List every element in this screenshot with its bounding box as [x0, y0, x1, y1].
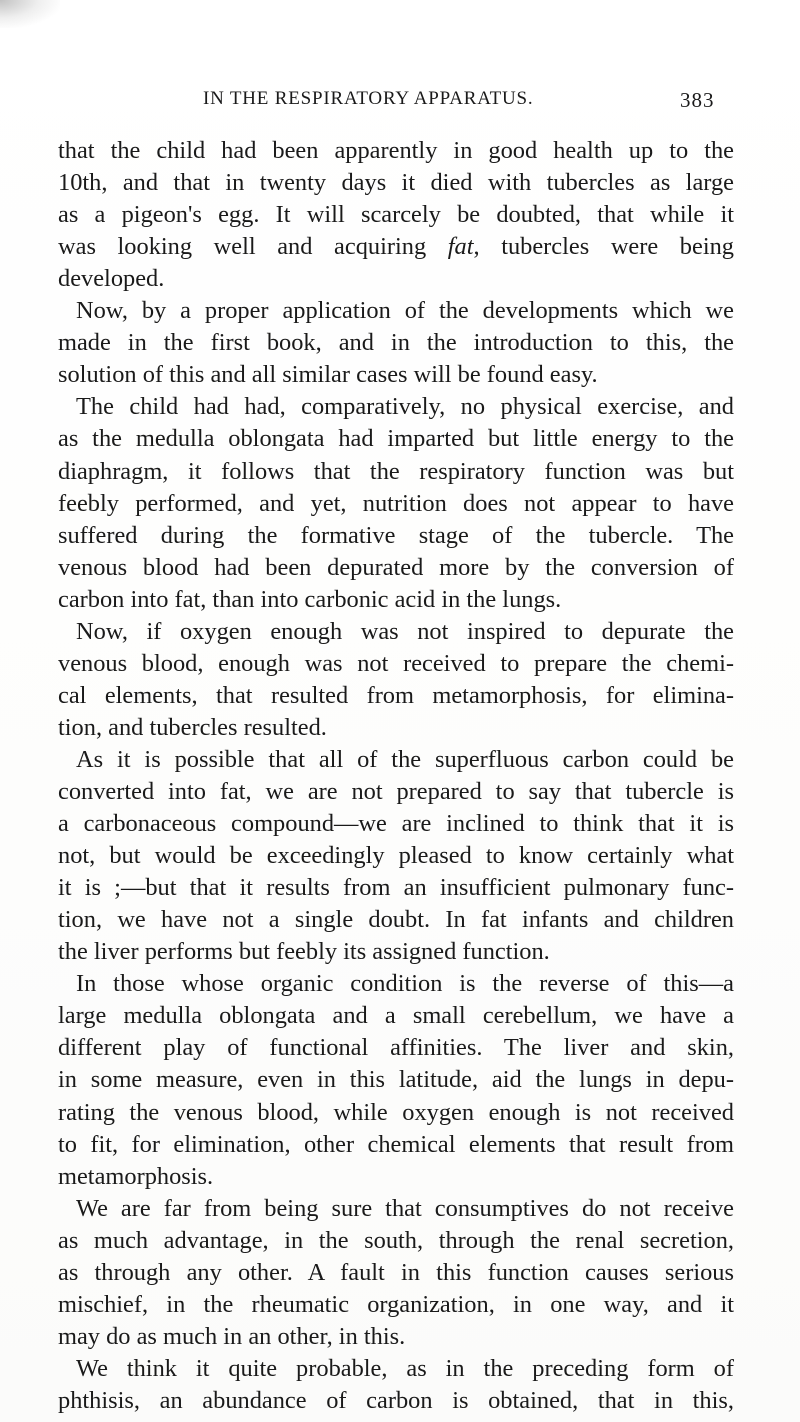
text-line: tion, we have not a single doubt. In fat infants and children	[58, 906, 734, 934]
text-line: in some measure, even in this latitude, aid the lungs in depu-	[58, 1066, 734, 1094]
text-line: suffered during the formative stage of the tubercle. The	[58, 521, 734, 549]
text-line: We are far from being sure that consumptives do not receive	[76, 1194, 734, 1222]
text-line: as the medulla oblongata had imparted but little energy to the	[58, 425, 734, 453]
text-line: large medulla oblongata and a small cerebellum, we have a	[58, 1002, 734, 1030]
text-line: it is ;—but that it results from an insufficient pulmonary func-	[58, 874, 734, 902]
text-line: that the child had been apparently in good health up to the	[58, 137, 734, 164]
text-line: made in the first book, and in the introduction to this, the	[58, 329, 734, 357]
text-line: solution of this and all similar cases will be found easy.	[58, 361, 598, 389]
text-line: may do as much in an other, in this.	[58, 1322, 406, 1350]
text-line: We think it quite probable, as in the preceding form of	[76, 1354, 734, 1382]
text-line: tion, and tubercles resulted.	[58, 713, 327, 741]
text-line: metamorphosis.	[58, 1162, 214, 1190]
text-line: different play of functional affinities. The liver and skin,	[58, 1034, 734, 1062]
text-line: The child had had, comparatively, no physical exercise, and	[76, 393, 734, 421]
page-corner-shadow	[0, 0, 60, 28]
text-line: as a pigeon's egg. It will scarcely be doubted, that while it	[58, 201, 734, 229]
text-line: developed.	[58, 265, 165, 293]
text-line: rating the venous blood, while oxygen enough is not received	[58, 1098, 734, 1126]
text-line: diaphragm, it follows that the respiratory function was but	[58, 457, 734, 485]
text-line: 10th, and that in twenty days it died with tubercles as large	[58, 169, 734, 197]
text-line: carbon into fat, than into carbonic acid in the lungs.	[58, 585, 562, 613]
text-line: feebly performed, and yet, nutrition does not appear to have	[58, 489, 734, 517]
text-line: Now, by a proper application of the developments which we	[76, 297, 734, 325]
italic-word: fat	[447, 233, 474, 261]
text-line: venous blood had been depurated more by the conversion of	[58, 553, 734, 581]
text-line: to fit, for elimination, other chemical elements that result from	[58, 1130, 734, 1158]
page-number: 383	[680, 88, 715, 112]
text-line: converted into fat, we are not prepared to say that tubercle is	[58, 778, 734, 805]
text-line: venous blood, enough was not received to prepare the chemi-	[58, 649, 734, 677]
text-line: not, but would be exceedingly pleased to know certainly what	[58, 842, 734, 870]
text-line: as through any other. A fault in this function causes serious	[58, 1258, 734, 1286]
text-line: Now, if oxygen enough was not inspired to depurate the	[76, 617, 734, 645]
text-line: mischief, in the rheumatic organization, in one way, and it	[58, 1290, 734, 1318]
text-line: phthisis, an abundance of carbon is obtained, that in this,	[58, 1386, 734, 1414]
text-line: was looking well and acquiring fat, tubercles were being	[58, 233, 734, 261]
running-title: IN THE RESPIRATORY APPARATUS.	[203, 88, 534, 109]
text-line: cal elements, that resulted from metamorphosis, for elimina-	[58, 681, 734, 709]
running-head	[0, 88, 800, 118]
text-line: as much advantage, in the south, through the renal secretion,	[58, 1226, 734, 1254]
text-line: In those whose organic condition is the reverse of this—a	[76, 970, 734, 998]
text-line: As it is possible that all of the superfluous carbon could be	[76, 745, 734, 773]
text-line: the liver performs but feebly its assigned function.	[58, 938, 550, 966]
text-line: a carbonaceous compound—we are inclined to think that it is	[58, 810, 734, 838]
